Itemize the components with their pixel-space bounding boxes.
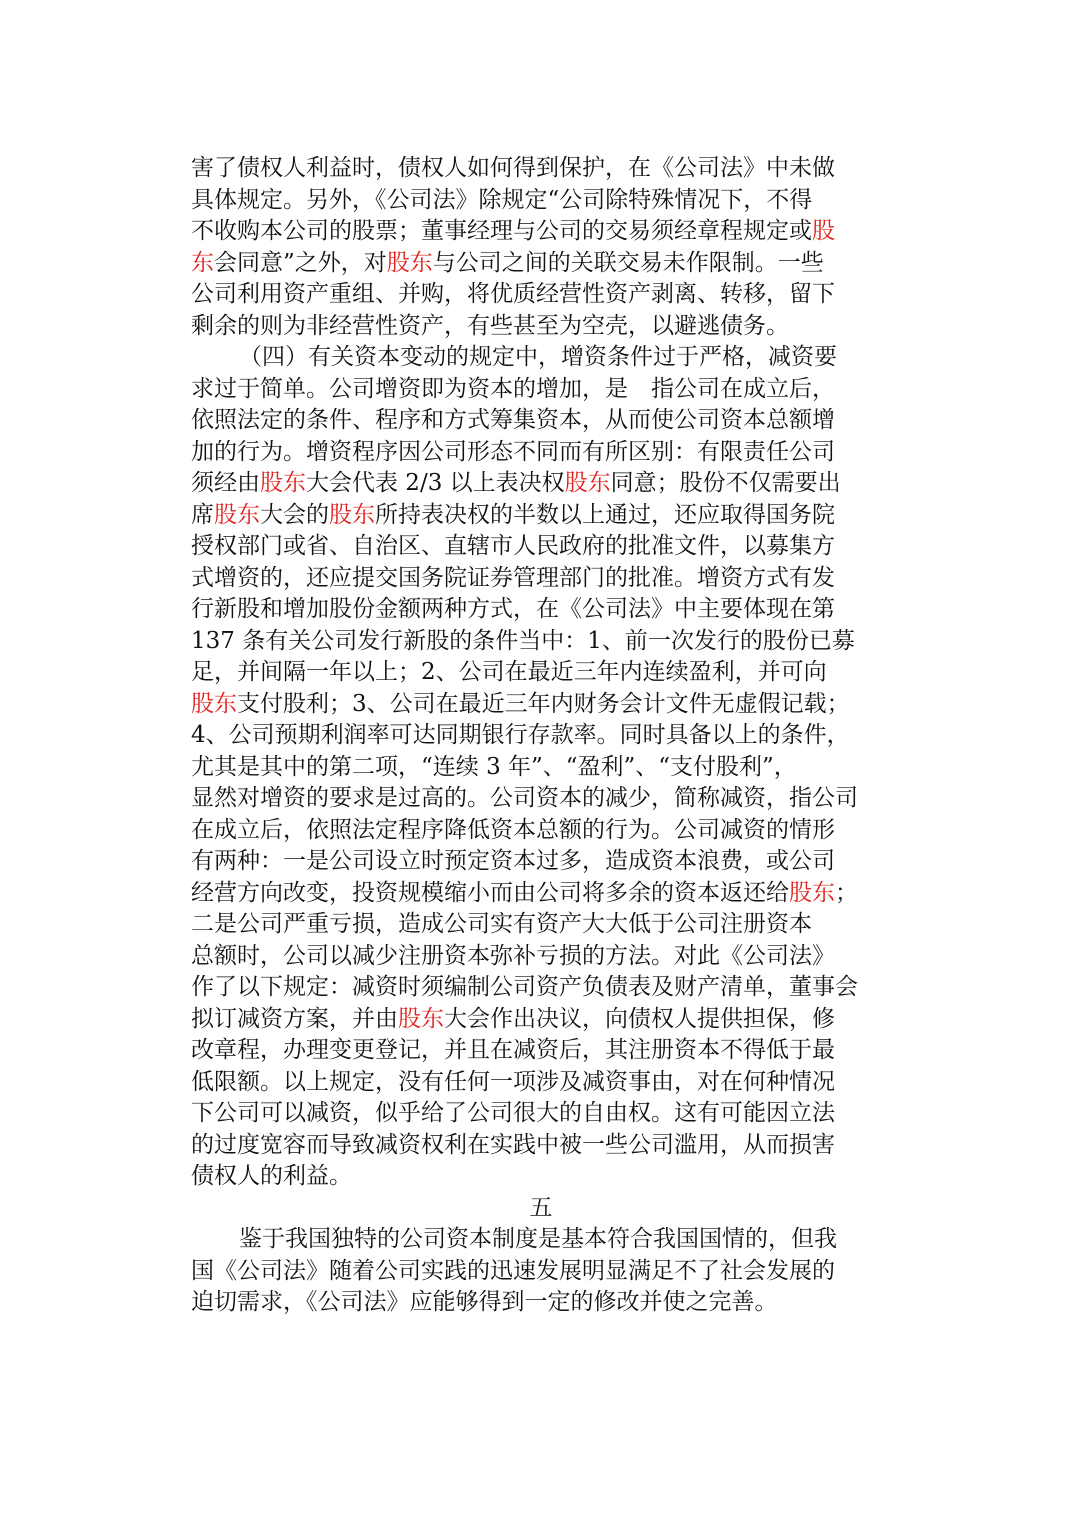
text-segment: 在成立后，依照法定程序降低资本总额的行为。公司减资的情形: [191, 816, 835, 843]
highlighted-term: 东: [191, 249, 214, 276]
text-line: [191, 500, 891, 532]
text-segment: 会同意”之外，对: [214, 249, 387, 276]
text-segment: 显然对增资的要求是过高的。公司资本的减少，简称减资，指公司: [191, 785, 858, 811]
highlighted-term: 股东: [564, 470, 611, 496]
text-segment: 公司利用资产重组、并购，将优质经营性资产剥离、转移，留下: [191, 281, 835, 307]
text-segment: 作了以下规定：减资时须编制公司资产负债表及财产清单，董事会: [191, 974, 858, 1000]
highlighted-term: 股东: [329, 501, 375, 528]
text-line: [191, 342, 891, 374]
text-segment: 大会作出决议，向债权人提供担保，修: [444, 1005, 835, 1032]
highlighted-term: 股东: [789, 879, 835, 906]
text-segment: 二是公司严重亏损，造成公司实有资产大大低于公司注册资本: [191, 911, 812, 937]
text-line: [191, 1287, 891, 1319]
text-segment: 不收购本公司的股票；董事经理与公司的交易须经章程规定或: [191, 218, 812, 244]
text-line: [191, 783, 891, 815]
text-line: [191, 563, 891, 595]
text-line: [191, 878, 891, 910]
text-segment: ；: [835, 879, 858, 906]
highlighted-term: 股东: [398, 1005, 444, 1032]
text-segment: 鉴于我国独特的公司资本制度是基本符合我国国情的，但我: [239, 1226, 837, 1252]
text-segment: 有两种：一是公司设立时预定资本过多，造成资本浪费，或公司: [191, 848, 835, 874]
highlighted-term: 股东: [191, 690, 237, 717]
text-segment: 具体规定。另外，《公司法》除规定“公司除特殊情况下，不得: [191, 186, 813, 213]
text-segment: 所持表决权的半数以上通过，还应取得国务院: [375, 501, 835, 528]
text-segment: 尤其是其中的第二项，“连续 3 年”、“盈利”、“支付股利”，: [191, 753, 797, 780]
text-segment: 改章程，办理变更登记，并且在减资后，其注册资本不得低于最: [191, 1037, 835, 1063]
text-line: [191, 720, 891, 752]
highlighted-term: 股: [812, 218, 835, 244]
text-line: [191, 531, 891, 563]
text-line: [191, 689, 891, 721]
text-segment: 与公司之间的关联交易未作限制。一些: [432, 249, 824, 276]
text-segment: 行新股和增加股份金额两种方式，在《公司法》中主要体现在第: [191, 596, 835, 622]
text-segment: 害了债权人利益时，债权人如何得到保护，在《公司法》中未做: [191, 155, 835, 181]
text-segment: 同意；股份不仅需要出: [610, 470, 841, 496]
text-segment: 低限额。以上规定，没有任何一项涉及减资事由，对在何种情况: [191, 1068, 835, 1095]
text-line: [191, 1256, 891, 1288]
text-line: [191, 594, 891, 626]
text-line: [191, 815, 891, 847]
text-line: [191, 1224, 891, 1256]
text-line: [191, 468, 891, 500]
text-line: [191, 216, 891, 248]
document-body: [191, 153, 891, 1319]
text-segment: 大会代表 2/3 以上表决权: [306, 470, 565, 496]
text-line: [191, 248, 891, 280]
text-segment: 足，并间隔一年以上；2、公司在最近三年内连续盈利，并可向: [191, 659, 827, 685]
text-segment: 席: [191, 501, 214, 528]
text-segment: 国《公司法》随着公司实践的迅速发展明显满足不了社会发展的: [191, 1257, 835, 1284]
text-segment: 剩余的则为非经营性资产，有些甚至为空壳，以避逃债务。: [191, 312, 789, 339]
text-line: [191, 972, 891, 1004]
text-line: [191, 626, 891, 658]
text-line: [191, 1161, 891, 1193]
text-line: [191, 1067, 891, 1099]
text-segment: 总额时，公司以减少注册资本弥补亏损的方法。对此《公司法》: [191, 942, 835, 969]
text-segment: 拟订减资方案，并由: [191, 1005, 398, 1032]
text-line: [191, 941, 891, 973]
text-line: [191, 185, 891, 217]
text-segment: 137 条有关公司发行新股的条件当中：1、前一次发行的股份已募: [191, 627, 855, 654]
text-segment: 债权人的利益。: [191, 1163, 352, 1189]
text-segment: 经营方向改变，投资规模缩小而由公司将多余的资本返还给: [191, 879, 789, 906]
text-segment: 式增资的，还应提交国务院证券管理部门的批准。增资方式有发: [191, 564, 835, 591]
text-line: [191, 374, 891, 406]
text-segment: 4、公司预期利润率可达同期银行存款率。同时具备以上的条件，: [191, 722, 850, 748]
text-segment: 大会的: [260, 501, 329, 528]
text-line: [191, 752, 891, 784]
text-line: [191, 1130, 891, 1162]
text-segment: 的过度宽容而导致减资权利在实践中被一些公司滥用，从而损害: [191, 1131, 835, 1158]
text-segment: 须经由: [191, 470, 260, 496]
text-line: [191, 279, 891, 311]
text-line: [191, 405, 891, 437]
text-segment: 迫切需求，《公司法》应能够得到一定的修改并使之完善。: [191, 1289, 778, 1315]
highlighted-term: 股东: [386, 249, 433, 276]
text-segment: 求过于简单。公司增资即为资本的增加，是 指公司在成立后，: [191, 375, 835, 402]
highlighted-term: 股东: [214, 501, 260, 528]
text-segment: 依照法定的条件、程序和方式筹集资本，从而使公司资本总额增: [191, 407, 835, 433]
highlighted-term: 股东: [260, 470, 306, 496]
text-line: [191, 153, 891, 185]
text-segment: 授权部门或省、自治区、直辖市人民政府的批准文件，以募集方: [191, 533, 835, 559]
text-segment: 支付股利；3、公司在最近三年内财务会计文件无虚假记载；: [237, 690, 850, 717]
text-segment: （四）有关资本变动的规定中，增资条件过于严格，减资要: [239, 344, 837, 370]
text-line: [191, 909, 891, 941]
text-line: [191, 1035, 891, 1067]
text-line: [191, 311, 891, 343]
text-line: [191, 657, 891, 689]
text-segment: 五: [529, 1194, 553, 1221]
text-segment: 加的行为。增资程序因公司形态不同而有所区别：有限责任公司: [191, 438, 835, 465]
text-line: [191, 437, 891, 469]
section-heading: [191, 1193, 891, 1225]
text-line: [191, 846, 891, 878]
text-line: [191, 1098, 891, 1130]
text-line: [191, 1004, 891, 1036]
text-segment: 下公司可以减资，似乎给了公司很大的自由权。这有可能因立法: [191, 1100, 835, 1126]
